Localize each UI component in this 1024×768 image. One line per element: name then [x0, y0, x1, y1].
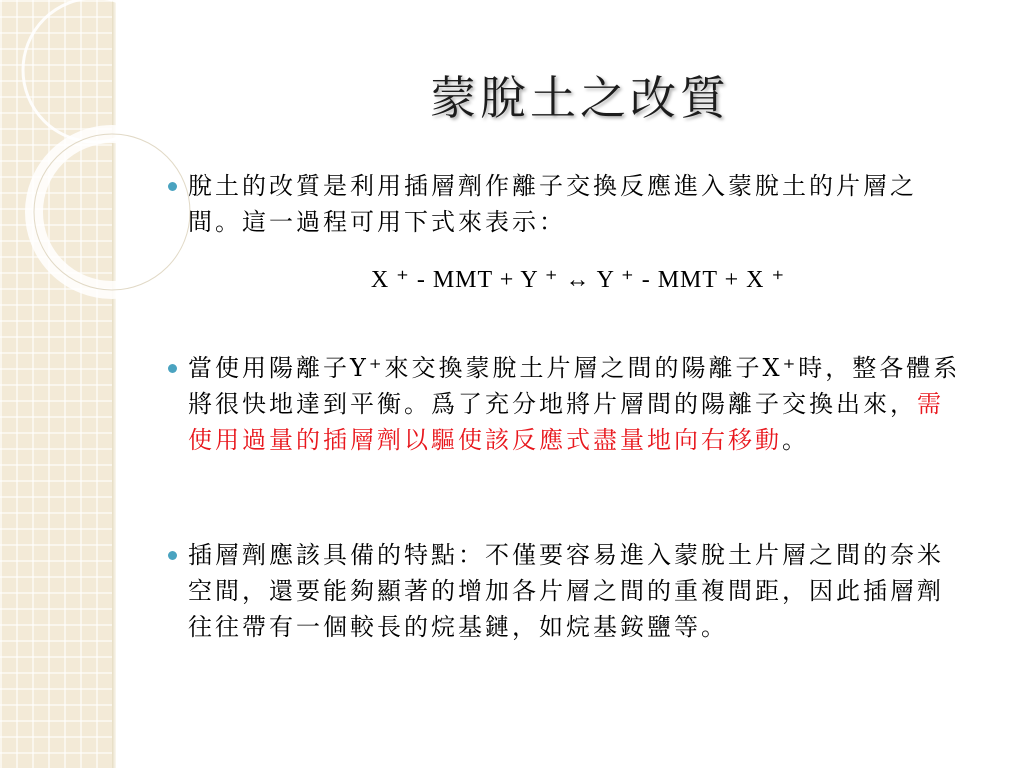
slide-title: 蒙脫土之改質 [430, 71, 730, 125]
ion-exchange-formula: X ⁺ - MMT + Y ⁺ ↔ Y ⁺ - MMT + X ⁺ [370, 267, 786, 293]
paragraph-1-text: 脫土的改質是利用插層劑作離子交換反應進入蒙脫土的片層之間。這一過程可用下式來表示： [188, 172, 917, 236]
bullet-icon [168, 182, 177, 191]
decorative-circles [0, 0, 200, 300]
bullet-icon [168, 364, 177, 373]
paragraph-3-text: 插層劑應該具備的特點：不僅要容易進入蒙脫土片層之間的奈米空間，還要能夠顯著的增加各片層之間的重複間距，因此插層劑往往帶有一個較長的烷基鏈，如烷基銨鹽等。 [188, 541, 944, 641]
paragraph-2-text: 當使用陽離子Y⁺來交換蒙脫土片層之間的陽離子X⁺時，整各體系將很快地達到平衡。爲了充分地將片層間的陽離子交換出來， [188, 354, 961, 418]
paragraph-2-end: 。 [782, 426, 809, 454]
bullet-icon [168, 551, 177, 560]
bullet-paragraph-1 [188, 168, 968, 240]
bullet-paragraph-3 [188, 537, 968, 645]
bullet-paragraph-2 [188, 350, 968, 458]
paragraph-2-highlight: 需使用過量的插層劑以驅使該反應式盡量地向右移動 [188, 390, 944, 454]
